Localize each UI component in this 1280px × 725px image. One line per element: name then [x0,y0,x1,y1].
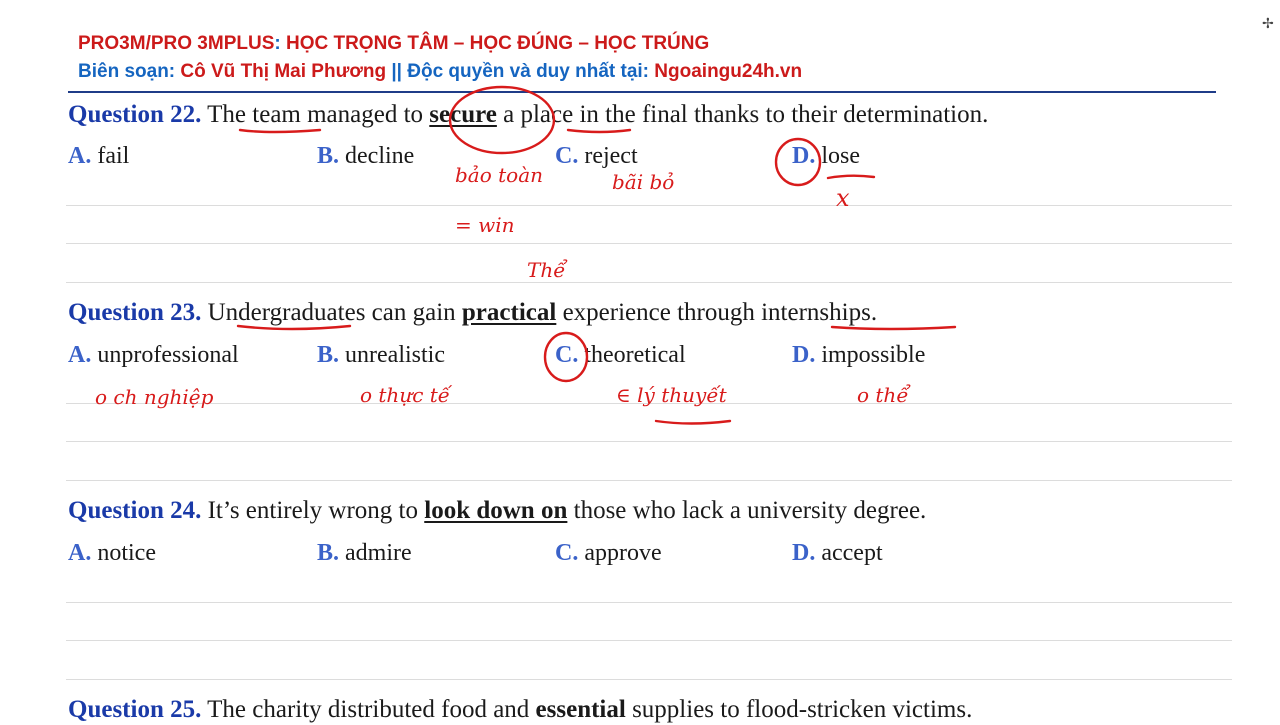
option-b[interactable] [317,340,445,370]
tagline: HỌC TRỌNG TÂM – HỌC ĐÚNG – HỌC TRÚNG [285,33,710,54]
option-a[interactable] [68,340,239,370]
question-22 [68,100,988,130]
question-text-after: supplies to flood-stricken victims. [625,696,973,723]
note-line [66,403,1232,404]
option-d[interactable] [792,538,883,568]
question-24 [68,496,926,526]
question-text-after: experience through internships. [556,299,878,326]
note-line [66,679,1232,680]
option-text: approve [584,540,662,566]
question-25 [68,695,972,725]
question-keyword: practical [461,299,557,326]
option-text: theoretical [584,342,686,368]
question-keyword: essential [535,696,626,723]
question-keyword: look down on [424,497,568,524]
option-text: lose [821,143,861,169]
option-letter: A. [68,143,92,169]
document-header [78,32,802,84]
question-number: Question 23. [68,299,202,326]
note-q23-c: ∈ lý thuyết [616,383,727,407]
header-line-2 [78,60,802,84]
option-letter: A. [68,342,92,368]
author-label: Biên soạn: [78,61,181,82]
option-letter: A. [68,540,92,566]
option-text: admire [345,540,412,566]
brand-name: PRO3M/PRO 3MPLUS [78,33,275,54]
option-c[interactable] [555,538,662,568]
question-number: Question 25. [68,696,202,723]
note-q23-d: o thể [857,383,909,407]
pin-icon[interactable]: ✢ [1262,16,1274,32]
question-text-after: a place in the final thanks to their determination. [496,101,989,128]
option-letter: C. [555,540,579,566]
option-c[interactable] [555,340,686,370]
underline-lose [828,176,874,178]
question-text-before: Undergraduates can gain [201,299,462,326]
note-line [66,282,1232,283]
option-text: decline [345,143,415,169]
underline-ly-thuyet [656,421,730,424]
option-letter: B. [317,540,340,566]
option-text: notice [97,540,156,566]
option-b[interactable] [317,141,414,171]
option-d[interactable] [792,340,925,370]
question-number: Question 24. [68,497,202,524]
option-letter: D. [792,143,816,169]
note-q23-b: o thực tế [360,383,451,407]
question-text-before: It’s entirely wrong to [201,497,425,524]
underline-place [568,130,630,132]
option-text: fail [97,143,130,169]
note-line [66,205,1232,206]
option-a[interactable] [68,141,129,171]
option-text: reject [584,143,638,169]
note-q22-2: = win [455,213,515,237]
site-name: Ngoaingu24h.vn [654,61,803,82]
question-text-after: those who lack a university degree. [567,497,927,524]
underline-team [240,130,320,132]
note-line [66,480,1232,481]
question-number: Question 22. [68,101,202,128]
exclusive-label: || Độc quyền và duy nhất tại: [386,61,655,82]
option-letter: D. [792,342,816,368]
note-q22-4: bãi bỏ [612,170,675,194]
note-q23-a: o ch nghiệp [95,385,214,409]
note-line [66,441,1232,442]
question-text-before: The charity distributed food and [201,696,536,723]
option-letter: D. [792,540,816,566]
note-line [66,243,1232,244]
option-d[interactable] [792,141,860,171]
note-q22-1: bảo toàn [455,163,544,187]
note-line [66,602,1232,603]
option-b[interactable] [317,538,412,568]
note-line [66,640,1232,641]
option-text: impossible [821,342,926,368]
option-letter: C. [555,143,579,169]
option-c[interactable] [555,141,638,171]
option-text: unrealistic [345,342,445,368]
question-23 [68,298,877,328]
option-a[interactable] [68,538,156,568]
author-name: Cô Vũ Thị Mai Phương [180,61,387,82]
question-keyword: secure [429,101,497,128]
option-letter: C. [555,342,579,368]
option-letter: B. [317,143,340,169]
option-text: accept [821,540,883,566]
note-q22-5: x [836,184,850,212]
option-letter: B. [317,342,340,368]
header-divider [68,91,1216,93]
note-q22-3: Thể [527,258,566,282]
header-line-1 [78,32,802,56]
question-text-before: The team managed to [201,101,430,128]
header-separator: : [274,33,286,54]
option-text: unprofessional [97,342,239,368]
